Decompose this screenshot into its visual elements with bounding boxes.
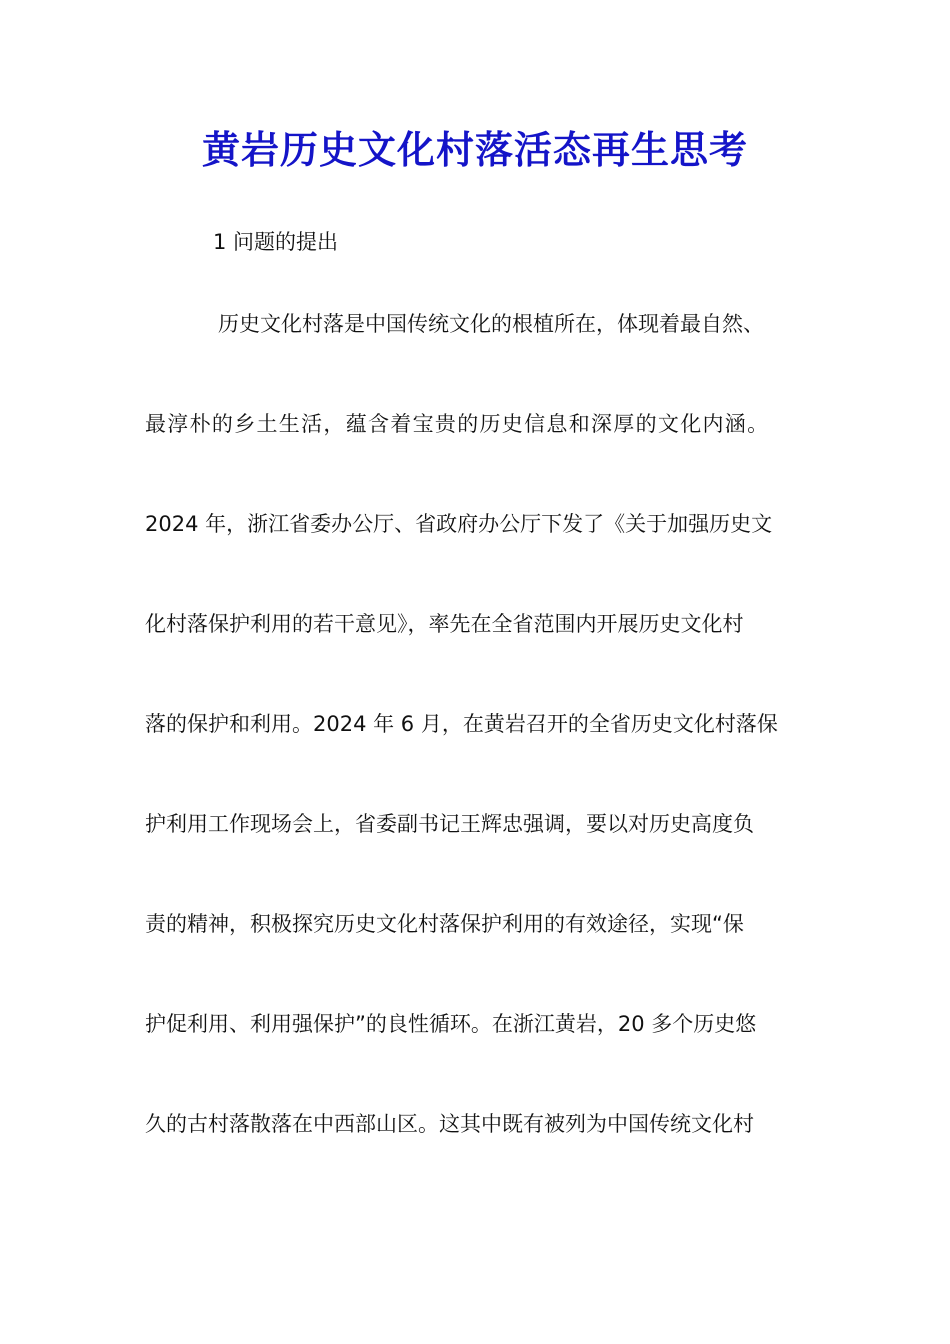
document-title: 黄岩历史文化村落活态再生思考 bbox=[201, 127, 748, 172]
paragraph-line: 久的古村落散落在中西部山区。这其中既有被列为中国传统文化村 bbox=[145, 1112, 754, 1136]
paragraph-line: 2024 年，浙江省委办公厅、省政府办公厅下发了《关于加强历史文 bbox=[145, 512, 773, 536]
paragraph-line: 历史文化村落是中国传统文化的根植所在，体现着最自然、 bbox=[218, 312, 764, 336]
paragraph-line: 护促利用、利用强保护”的良性循环。在浙江黄岩，20 多个历史悠 bbox=[145, 1012, 757, 1036]
paragraph-line: 落的保护和利用。2024 年 6 月，在黄岩召开的全省历史文化村落保 bbox=[145, 712, 778, 736]
paragraph-line: 化村落保护利用的若干意见》，率先在全省范围内开展历史文化村 bbox=[145, 612, 744, 636]
paragraph-line: 护利用工作现场会上，省委副书记王辉忠强调，要以对历史高度负 bbox=[145, 812, 754, 836]
paragraph-line: 责的精神，积极探究历史文化村落保护利用的有效途径，实现“保 bbox=[145, 912, 744, 936]
section-heading: 1 问题的提出 bbox=[213, 230, 339, 254]
paragraph-line: 最淳朴的乡土生活，蕴含着宝贵的历史信息和深厚的文化内涵。 bbox=[145, 412, 770, 436]
